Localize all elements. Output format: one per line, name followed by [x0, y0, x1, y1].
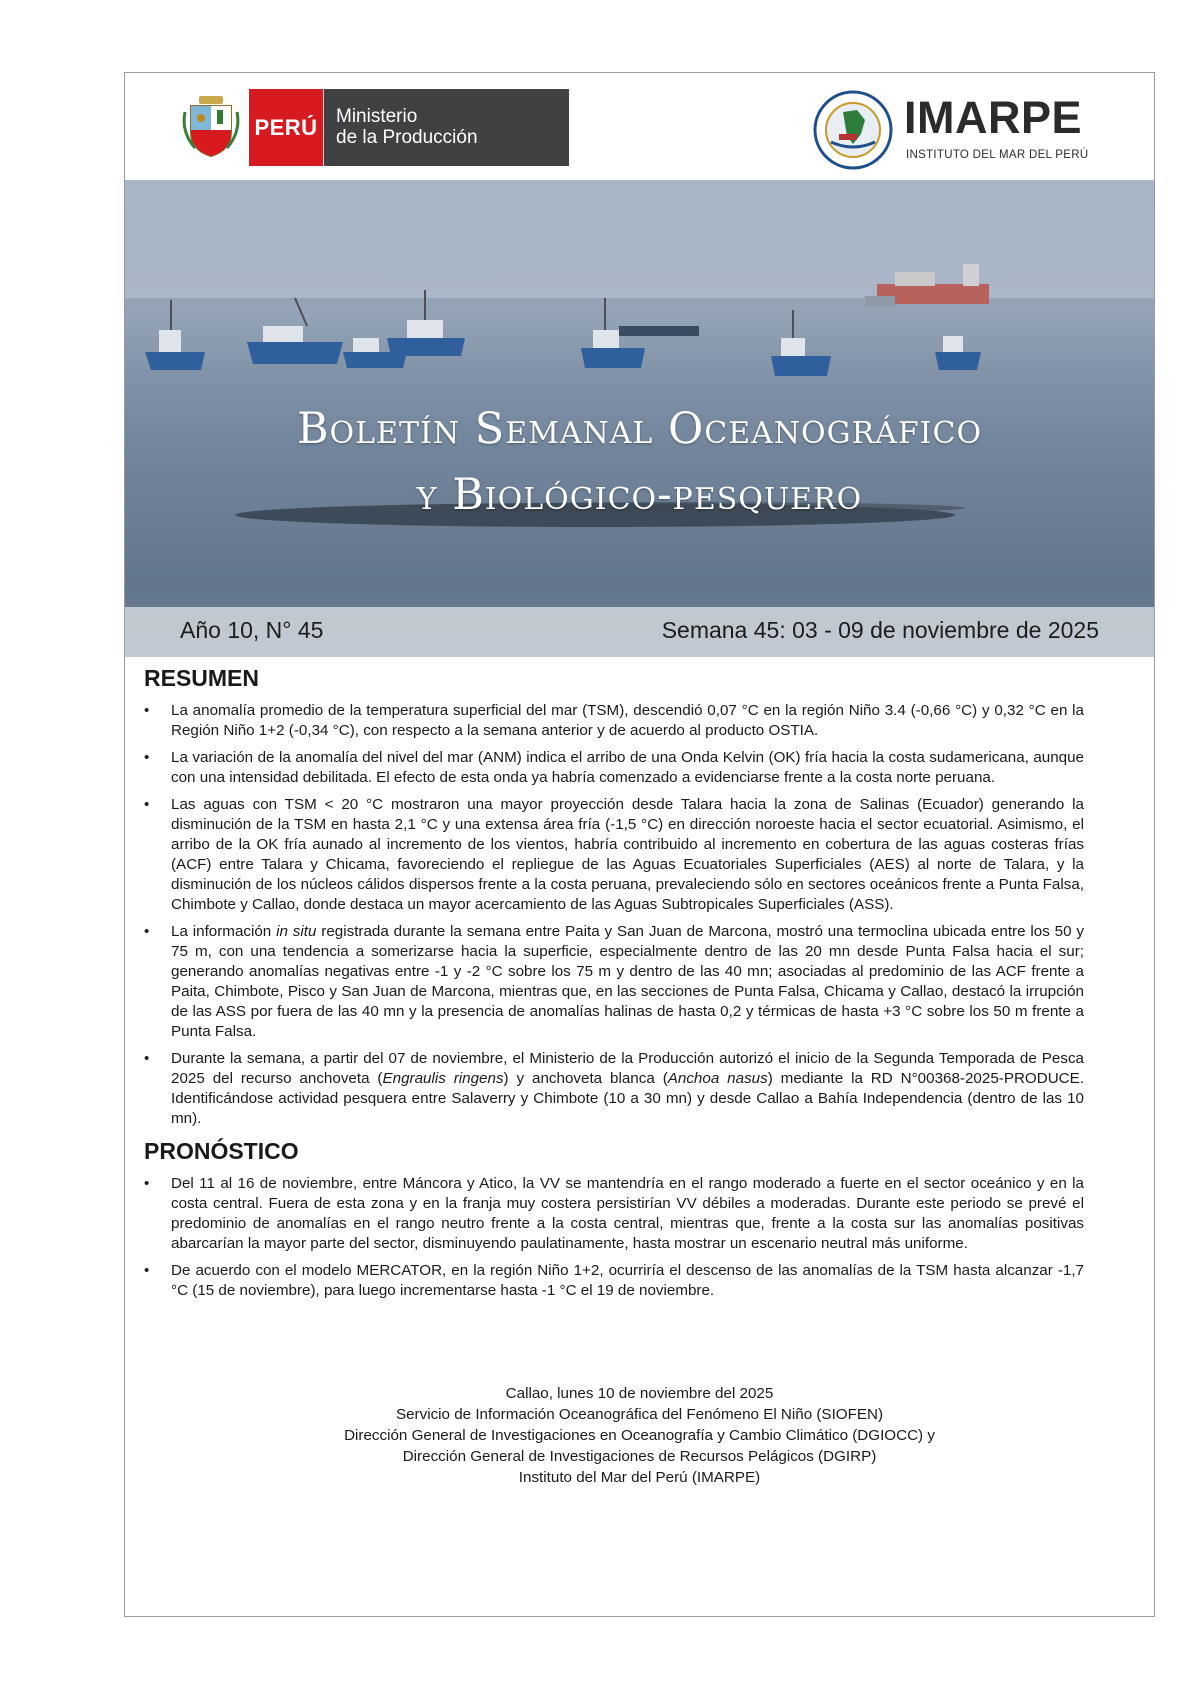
- item4-italic: in situ: [276, 923, 317, 940]
- bulletin-title: [125, 396, 1154, 528]
- pronostico-heading: PRONÓSTICO: [144, 1138, 299, 1164]
- item5-e: ) mediante la RD N°00368-2025-PRODUCE. Identificándose actividad pesquera entre Salaverry y Chimbote (10 a 30 mn) y desde Callao a Bahía Independencia (dentro de las 10 mn).: [171, 1070, 1084, 1127]
- resumen-item-1: • La anomalía promedio de la temperatura superficial del mar (TSM), descendió 0,07 °C en la región Niño 3.4 (-0,66 °C) y 0,32 °C en la Región Niño 1+2 (-0,34 °C), con respecto a la semana anterior y de acuerdo al producto OSTIA.: [144, 701, 1084, 741]
- page-frame: [124, 72, 1155, 1617]
- resumen-item-2: • La variación de la anomalía del nivel del mar (ANM) indica el arribo de una Onda Kelvin (OK) fría hacia la costa sudamericana, aunque con una intensidad debilitada. El efecto de esta onda ya habría comenzado a evidenciarse frente a la costa norte peruana.: [144, 748, 1084, 788]
- footer-line-1: Callao, lunes 10 de noviembre del 2025: [505, 1385, 774, 1402]
- item4-pre: La información: [171, 923, 277, 940]
- resumen-item-4: [144, 922, 1084, 1042]
- imarpe-name: IMARPE: [904, 92, 1083, 143]
- peru-coat-of-arms-icon: [181, 92, 241, 159]
- footer-line-5: Instituto del Mar del Perú (IMARPE): [518, 1469, 761, 1486]
- title-line1: Boletín Semanal Oceanográfico: [296, 404, 983, 454]
- issue-number: Año 10, N° 45: [180, 617, 324, 643]
- pronostico-item-1: • Del 11 al 16 de noviembre, entre Máncora y Atico, la VV se mantendría en el rango moderado a fuerte en el sector oceánico y en la costa central. Fuera de esta zona y en la franja muy costera persistirían VV débiles a moderadas. Durante este periodo se prevé el predominio de anomalías en el rango neutro frente a la costa central, mientras que, frente a la costa sur las anomalías positivas abarcarían la mayor parte del sector, disminuyendo paulatinamente, hasta mostrar un escenario neutral más uniforme.: [144, 1174, 1084, 1254]
- main-content: [144, 663, 1084, 1308]
- item4-post: registrada durante la semana entre Paita y San Juan de Marcona, mostró una termoclina ubicada entre los 50 y 75 m, con una tendencia a somerizarse hacia la superficie, especialmente dentro de las 20 mn desde Punta Falsa hacia el sur; generando anomalías negativas entre -1 y -2 °C sobre los 75 m y dentro de las 40 mn; asociadas al predominio de las ACF frente a Paita, Chimbote, Pisco y San Juan de Marcona, mientras que, en las secciones de Punta Falsa, Chicama y Callao, destacó la irrupción de las ASS por fuera de las 40 mn y la presencia de anomalías halinas de hasta 0,2 y térmicas de hasta +3 °C sobre los 50 m frente a Punta Falsa.: [171, 923, 1084, 1040]
- week-range: Semana 45: 03 - 09 de noviembre de 2025: [661, 617, 1099, 643]
- ministry-line2: de la Producción: [336, 127, 478, 148]
- item5-c: ) y anchoveta blanca (: [503, 1070, 668, 1087]
- header: [125, 73, 1154, 180]
- item5-a: Durante la semana, a partir del 07 de noviembre, el Ministerio de la Producción autorizó el inicio de la Segunda Temporada de Pesca 2025 del recurso anchoveta (: [171, 1050, 1084, 1087]
- cover-banner: [125, 180, 1154, 657]
- footer-line-2: Servicio de Información Oceanográfica del Fenómeno El Niño (SIOFEN): [395, 1406, 884, 1423]
- pronostico-item-2: • De acuerdo con el modelo MERCATOR, en la región Niño 1+2, ocurriría el descenso de las anomalías de la TSM hasta alcanzar -1,7 °C (15 de noviembre), para luego incrementarse hasta -1 °C el 19 de noviembre.: [144, 1261, 1084, 1301]
- footer: [125, 1383, 1154, 1488]
- issue-bar: [125, 607, 1154, 657]
- footer-line-4: Dirección General de Investigaciones de Recursos Pelágicos (DGIRP): [402, 1448, 877, 1465]
- imarpe-subtitle: INSTITUTO DEL MAR DEL PERÚ: [906, 149, 1089, 161]
- ministry-label: [323, 89, 569, 166]
- resumen-list: [144, 701, 1084, 1129]
- peru-label: PERÚ: [249, 89, 323, 166]
- resumen-item-3: • Las aguas con TSM < 20 °C mostraron una mayor proyección desde Talara hacia la zona de Salinas (Ecuador) generando la disminución de la TSM en hasta 2,1 °C y una extensa área fría (-1,5 °C) en dirección noroeste hacia el sector ecuatorial. Asimismo, el arribo de la OK fría aunado al incremento de los vientos, habría contribuido al incremento en cobertura de las aguas costeras frías (ACF) entre Talara y Chicama, favoreciendo el repliegue de las Aguas Ecuatoriales Superficiales (AES) al norte de Talara, y la disminución de los núcleos cálidos dispersos frente a la costa peruana, prevaleciendo sólo en sectores oceánicos frente a Punta Falsa, Chimbote y Callao, donde destaca un mayor acercamiento de las Aguas Subtropicales Superficiales (ASS).: [144, 795, 1084, 915]
- ministry-line1: Ministerio: [336, 106, 418, 127]
- item5-species-1: Engraulis ringens: [382, 1070, 504, 1087]
- title-line2: y Biológico-pesquero: [416, 470, 863, 520]
- pronostico-list: [144, 1174, 1084, 1301]
- imarpe-seal-icon: [813, 90, 893, 170]
- item5-species-2: Anchoa nasus: [667, 1070, 768, 1087]
- resumen-item-5: [144, 1049, 1084, 1129]
- footer-line-3: Dirección General de Investigaciones en Oceanografía y Cambio Climático (DGIOCC) y: [344, 1427, 935, 1444]
- resumen-heading: RESUMEN: [144, 665, 260, 691]
